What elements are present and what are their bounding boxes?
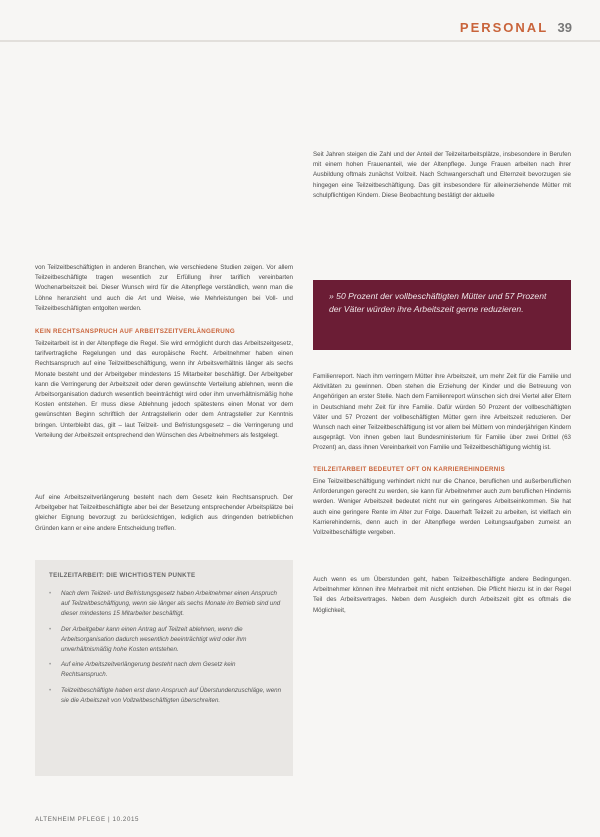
bullet-icon: • xyxy=(49,625,52,633)
pull-quote-text: » 50 Prozent der vollbeschäftigten Mütter und 57 Prozent der Väter würden ihre Arbeitszeit gerne reduzieren. xyxy=(329,291,547,315)
info-box-item-text: Der Arbeitgeber kann einen Antrag auf Teilzeit ablehnen, wenn die Arbeitsorganisation dadurch wesentlich beeinträchtigt wird oder ihm unverhältnismäßig hohe Kosten entstehen. xyxy=(61,625,247,654)
right-section-3-text: Auch wenn es um Überstunden geht, haben Teilzeitbeschäftigte andere Bedingungen. Arbeitnehmer können ihre Mehrarbeit mit nicht entziehen. Die Pflicht hierzu ist in der Regel Teil des Arbeitsvertrages. Neben dem Ausgleich durch Arbeitszeit gibt es oftmals die Möglichkeit, xyxy=(313,576,571,614)
left-section-1-text: Teilzeitarbeit ist in der Altenpflege die Regel. Sie wird ermöglicht durch das Arbeitszeitgesetz, tarifvertragliche Regelungen und das europäische Recht. Arbeitnehmer haben einen Rechtsanspruch auf eine Teilzeitbeschäftigung, wenn ihr Arbeitsverhältnis länger als sechs Monate besteht und der Arbeitgeber mindestens 15 Mitarbeiter beschäftigt. Der Arbeitgeber kann die Verringerung der Arbeitszeit oder deren gewünschte Verteilung ablehnen, wenn die Arbeitsorganisation dadurch wesentlich beeinträchtigt wird oder ihm unverhältnismäßig hohe Kosten entstehen. Er muss diese Ablehnung jedoch spätestens einen Monat vor dem gewünschten Beginn schriftlich der Antragstellerin oder dem Antragsteller zur Kenntnis bringen. Unterbleibt das, gilt – laut Teilzeit- und Befristungsgesetz – die Verringerung und Verteilung der Arbeitszeit entsprechend den Wünschen des Arbeitnehmers als festgelegt. xyxy=(35,340,293,439)
info-box-title: TEILZEITARBEIT: DIE WICHTIGSTEN PUNKTE xyxy=(49,572,196,579)
info-box xyxy=(35,560,293,776)
header-rule xyxy=(0,40,600,42)
pull-quote xyxy=(313,280,571,350)
right-intro-text: Seit Jahren steigen die Zahl und der Anteil der Teilzeitarbeitsplätze, insbesondere in Berufen mit einem hohen Frauenanteil, wie der Altenpflege. Junge Frauen arbeiten nach ihrer Ausbildung oftmals zunächst Vollzeit. Nach Schwangerschaft und Elternzeit bevorzugen sie hingegen eine Teilzeitbeschäftigung. Das gilt insbesondere für alleinerziehende Mütter mit schulpflichtigen Kindern. Diese Beobachtung bestätigt der aktuelle xyxy=(313,151,571,199)
left-section-2-text: Auf eine Arbeitszeitverlängerung besteht nach dem Gesetz kein Rechtsanspruch. Der Arbeitgeber hat Teilzeitbeschäftigte aber bei der Besetzung entsprechender Arbeitsplätze bei gleicher Eignung bevorzugt zu berücksichtigen, lediglich aus dringenden betrieblichen Gründen kann er eine andere Entscheidung treffen. xyxy=(35,494,293,532)
section-heading-right: TEILZEITARBEIT BEDEUTET OFT ON KARRIEREHINDERNIS xyxy=(313,466,506,473)
info-box-item xyxy=(49,589,283,620)
bullet-icon: • xyxy=(49,661,52,669)
right-section-2-text: Eine Teilzeitbeschäftigung verhindert nicht nur die Chance, beruflichen und außerberuflichen Anforderungen gerecht zu werden, sie kann für Arbeitnehmer auch zum beruflichen Hindernis werden. Weniger Arbeitszeit bedeutet nicht nur ein geringeres Arbeitseinkommen. Sie hat auch eine geringere Rente im Alter zur Folge. Dauerhaft Teilzeit zu arbeiten, ist vielfach ein Karrierehindernis, denn auch in der Altenpflege werden Leitungsaufgaben zumeist an Vollzeitbeschäftigte vergeben. xyxy=(313,478,571,537)
left-intro-text: von Teilzeitbeschäftigten in anderen Branchen, wie verschiedene Studien zeigen. Vor allem Teilzeitbeschäftigte tragen wesentlich zur Erfüllung ihrer tariflich vereinbarten Wochenarbeitszeit bei. Dieser Wunsch wird für die Altenpflege verständlich, wenn man die Löhne heranzieht und auch die Art und Weise, wie Mehrleistungen bei Voll- und Teilzeitbeschäftigten entgolten werden. xyxy=(35,264,293,312)
info-box-item-text: Nach dem Teilzeit- und Befristungsgesetz haben Arbeitnehmer einen Anspruch auf Teilzeitbeschäftigung, wenn sie länger als sechs Monate im Betrieb sind und dieser mindestens 15 Mitarbeiter beschäftigt. xyxy=(61,590,281,618)
info-box-item-text: Auf eine Arbeitszeitverlängerung besteht nach dem Gesetz kein Rechtsanspruch. xyxy=(61,661,236,679)
section-header xyxy=(460,20,572,35)
page-footer: ALTENHEIM PFLEGE | 10.2015 xyxy=(35,816,140,823)
info-box-item xyxy=(49,625,283,656)
info-box-item xyxy=(49,686,283,706)
right-section-1-text: Familienreport. Nach ihm verringern Mütter ihre Arbeitszeit, um mehr Zeit für die Familie und Aktivitäten zu gewinnen. Oben stehen die Erziehung der Kinder und die Betreuung von Angehörigen an erster Stelle. Nach dem Familienreport wünschen sich drei Viertel aller Eltern in Deutschland mehr Zeit für ihre Familie. Dafür würden 50 Prozent der vollbeschäftigten Väter und 57 Prozent der vollbeschäftigten Mütter gern ihre Arbeitszeit reduzieren. Der Wunsch nach einer Teilzeitbeschäftigung ist vor allem bei Müttern von minderjährigen Kindern ausgeprägt. Von ihnen geben laut Bundesministerium für Familie über zwei Drittel (63 Prozent) an, dass ihnen Vereinbarkeit von Familie und Teilzeitbeschäftigung wichtig ist. xyxy=(313,373,571,452)
info-box-list xyxy=(49,589,283,706)
page-number: 39 xyxy=(557,20,572,35)
info-box-item-text: Teilzeitbeschäftigte haben erst dann Anspruch auf Überstundenzuschläge, wenn sie die Arbeitszeit von Vollzeitbeschäftigten überschreiten. xyxy=(61,686,282,704)
bullet-icon: • xyxy=(49,590,52,597)
bullet-icon: • xyxy=(49,686,52,694)
section-heading-left: KEIN RECHTSANSPRUCH AUF ARBEITSZEITVERLÄNGERUNG xyxy=(35,328,235,335)
info-box-item xyxy=(49,660,283,680)
section-title: PERSONAL xyxy=(459,20,548,35)
